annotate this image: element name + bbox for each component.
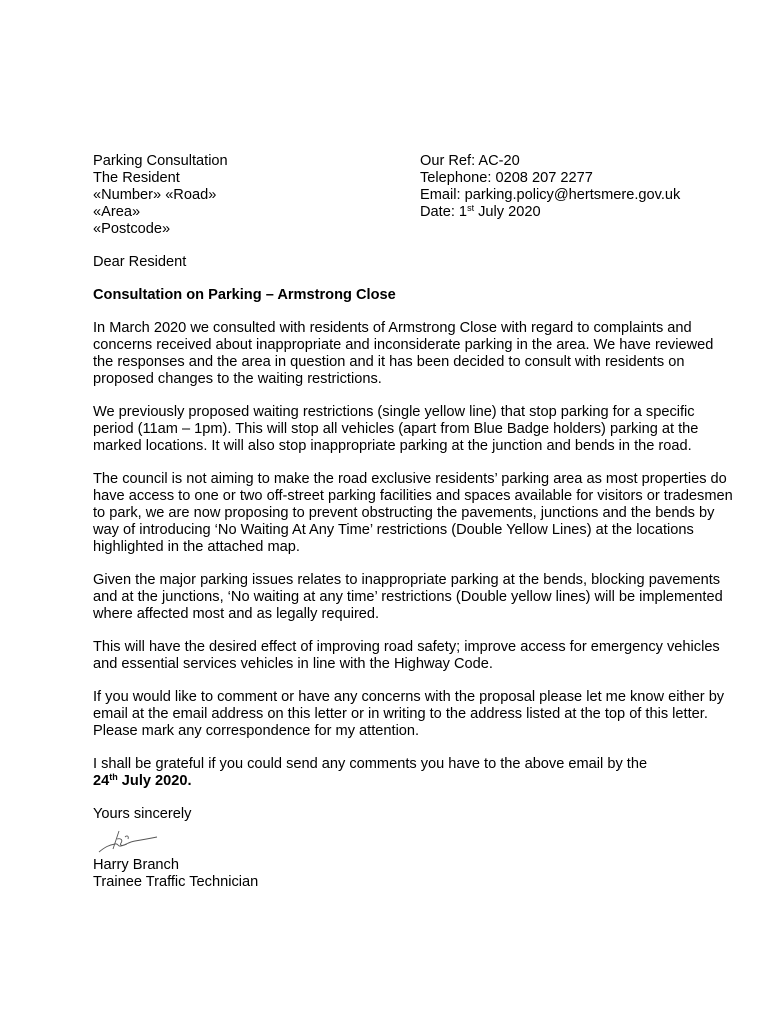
paragraph-2: We previously proposed waiting restrictions (single yellow line) that stop parking for a specific period (11am – 1pm). This will stop all vehicles (apart from Blue Badge holders) parking at the marked locations. It will also stop inappropriate parking at the junction and bends in the road. — [93, 404, 699, 454]
salutation: Dear Resident — [93, 254, 187, 270]
letter-body — [93, 254, 733, 891]
subject-heading: Consultation on Parking – Armstrong Close — [93, 287, 396, 303]
closing-phrase: Yours sincerely — [93, 806, 192, 822]
recipient-address — [93, 153, 228, 238]
paragraph-5: This will have the desired effect of improving road safety; improve access for emergency vehicles and essential services vehicles in line with the Highway Code. — [93, 639, 720, 672]
date-prefix: Date: 1 — [420, 204, 468, 220]
deadline-rest: July 2020. — [117, 773, 192, 789]
paragraph-6: If you would like to comment or have any concerns with the proposal please let me know either by email at the email address on this letter or in writing to the address listed at the top of this letter. Please mark any correspondence for my attention. — [93, 689, 725, 739]
closing-block — [93, 806, 733, 891]
deadline-day: 24 — [93, 773, 110, 789]
signature-icon — [95, 825, 161, 855]
deadline-paragraph — [93, 756, 733, 790]
deadline-ordinal: th — [109, 772, 118, 782]
date-rest: July 2020 — [474, 204, 541, 220]
deadline-date — [93, 773, 192, 789]
signatory-name: Harry Branch — [93, 857, 179, 873]
letter-date — [420, 204, 680, 221]
address-line-2: The Resident — [93, 170, 180, 186]
address-line-4: «Area» — [93, 204, 141, 220]
paragraph-3: The council is not aiming to make the road exclusive residents’ parking area as most properties do have access to one or two off-street parking facilities and spaces available for visitors or tradesmen to park, we are now proposing to prevent obstructing the pavements, junctions and the bends by way of introducing ‘No Waiting At Any Time’ restrictions (Double Yellow Lines) at the locations highlighted in the attached map. — [93, 471, 733, 555]
our-ref: Our Ref: AC-20 — [420, 153, 520, 169]
address-line-5: «Postcode» — [93, 221, 171, 237]
paragraph-1: In March 2020 we consulted with residents of Armstrong Close with regard to complaints and concerns received about inappropriate and inconsiderate parking in the area. We have reviewed the responses and the area in question and it has been decided to consult with residents on proposed changes to the waiting restrictions. — [93, 320, 714, 387]
signatory-title: Trainee Traffic Technician — [93, 874, 259, 890]
date-ordinal: st — [467, 203, 475, 213]
reference-block — [420, 153, 680, 221]
email: Email: parking.policy@hertsmere.gov.uk — [420, 187, 681, 203]
telephone: Telephone: 0208 207 2277 — [420, 170, 593, 186]
address-line-3: «Number» «Road» — [93, 187, 217, 203]
address-line-1: Parking Consultation — [93, 153, 228, 169]
paragraph-4: Given the major parking issues relates to inappropriate parking at the bends, blocking pavements and at the junctions, ‘No waiting at any time’ restrictions (Double yellow lines) will be implemented where affected most and as legally required. — [93, 572, 723, 622]
deadline-text: I shall be grateful if you could send any comments you have to the above email by the — [93, 756, 648, 772]
